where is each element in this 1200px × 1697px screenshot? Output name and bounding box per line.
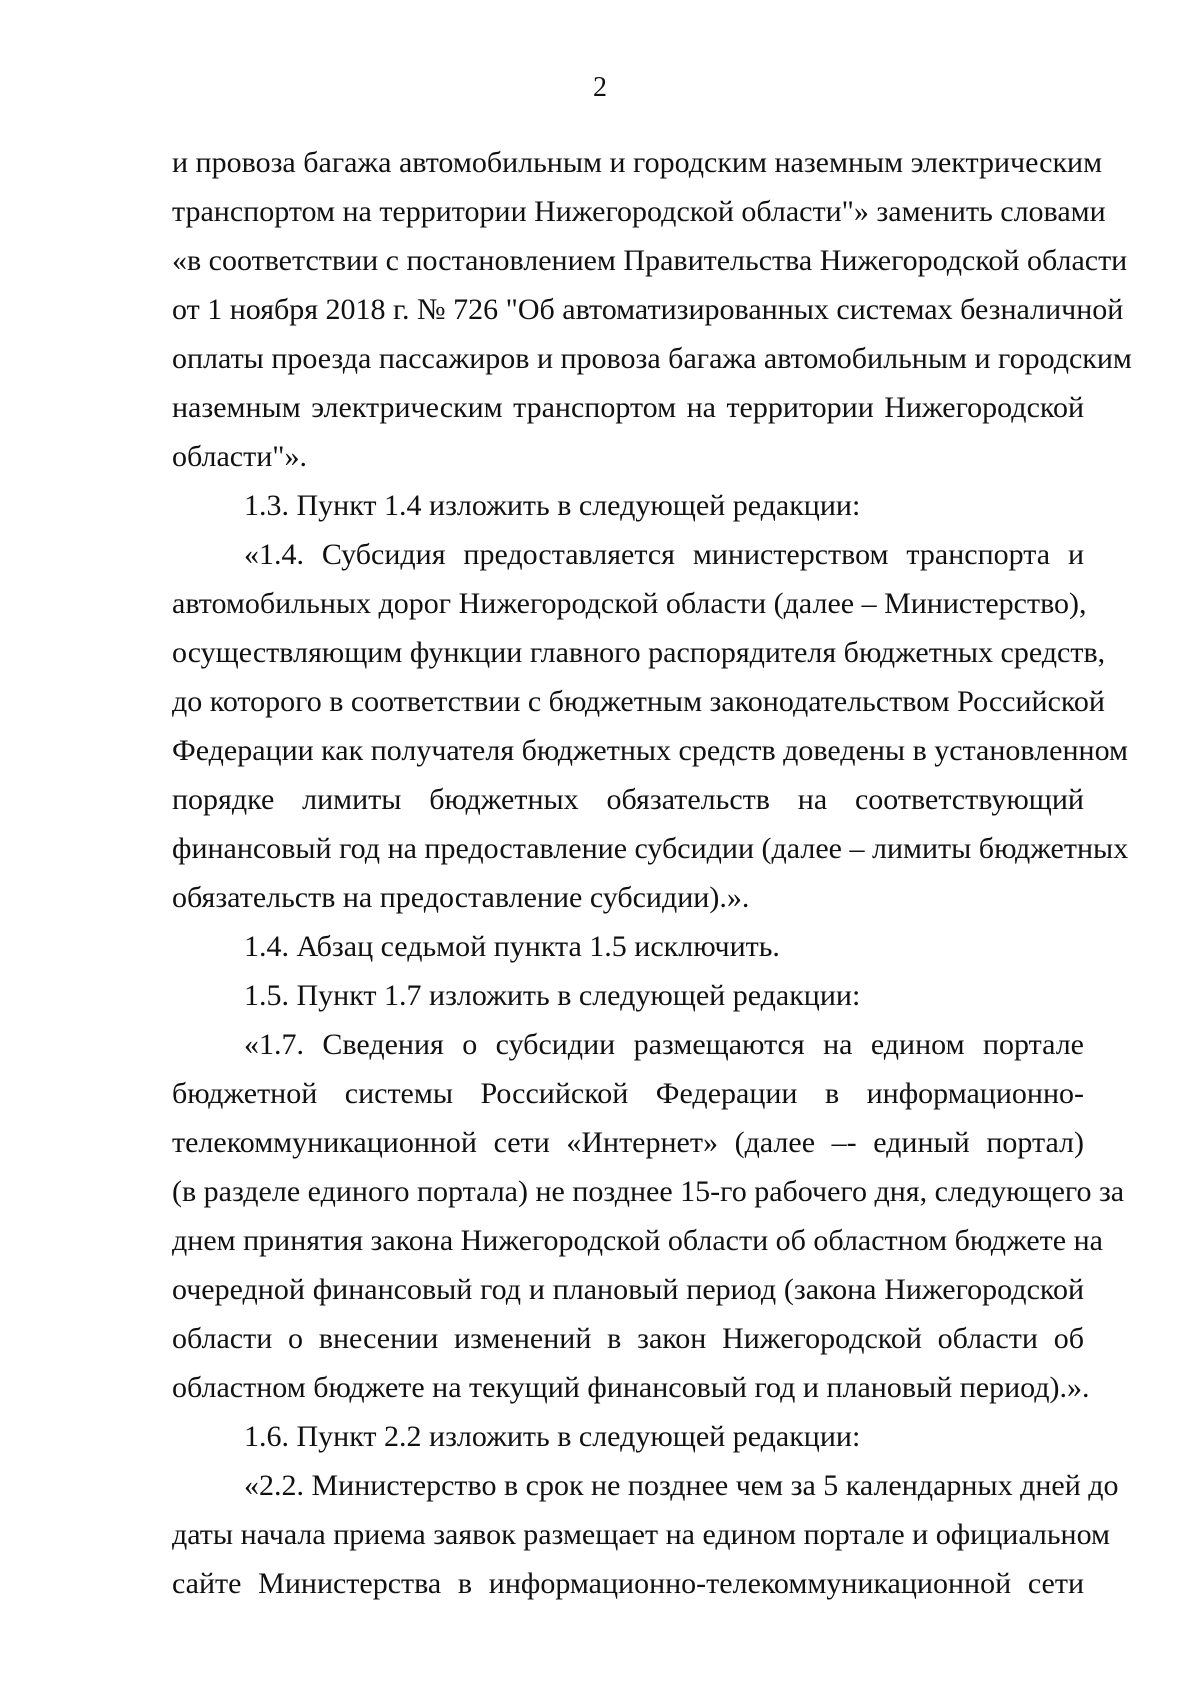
text-line: 1.5. Пункт 1.7 изложить в следующей редакции:	[244, 979, 861, 1012]
text-line: автомобильных дорог Нижегородской области (далее – Министерство),	[172, 587, 1087, 620]
text-line: области"».	[172, 440, 308, 473]
text-line: до которого в соответствии с бюджетным законодательством Российской	[172, 685, 1105, 718]
paragraph	[172, 922, 1084, 971]
text-line: «1.7. Сведения о субсидии размещаются на едином портале	[244, 1028, 1084, 1061]
text-line: (в разделе единого портала) не позднее 15-го рабочего дня, следующего за	[172, 1175, 1125, 1208]
text-line: и провоза багажа автомобильным и городским наземным электрическим	[172, 146, 1103, 179]
text-line: «в соответствии с постановлением Правительства Нижегородской области	[172, 244, 1128, 277]
text-line: наземным электрическим транспортом на территории Нижегородской	[172, 391, 1084, 424]
text-line: порядке лимиты бюджетных обязательств на соответствующий	[172, 783, 1084, 816]
page-number: 2	[593, 72, 607, 103]
text-line: финансовый год на предоставление субсидии (далее – лимиты бюджетных	[172, 832, 1129, 865]
text-line: «1.4. Субсидия предоставляется министерством транспорта и	[244, 538, 1084, 571]
text-line: 1.6. Пункт 2.2 изложить в следующей редакции:	[244, 1420, 861, 1453]
text-line: осуществляющим функции главного распорядителя бюджетных средств,	[172, 636, 1106, 669]
text-line: «2.2. Министерство в срок не позднее чем за 5 календарных дней до	[244, 1469, 1119, 1502]
text-line: от 1 ноября 2018 г. № 726 "Об автоматизированных системах безналичной	[172, 293, 1124, 326]
text-line: Федерации как получателя бюджетных средств доведены в установленном	[172, 734, 1128, 767]
text-line: очередной финансовый год и плановый период (закона Нижегородской	[172, 1273, 1084, 1306]
text-line: телекоммуникационной сети «Интернет» (далее –- единый портал)	[172, 1126, 1084, 1159]
paragraph	[172, 1020, 1125, 1412]
document-body	[172, 138, 1132, 1608]
paragraph	[172, 1461, 1119, 1608]
text-line: области о внесении изменений в закон Нижегородской области об	[172, 1322, 1084, 1355]
paragraph	[172, 530, 1129, 922]
text-line: обязательств на предоставление субсидии).».	[172, 881, 750, 914]
text-line: транспортом на территории Нижегородской области"» заменить словами	[172, 195, 1106, 228]
text-line: 1.4. Абзац седьмой пункта 1.5 исключить.	[244, 930, 780, 963]
text-line: оплаты проезда пассажиров и провоза багажа автомобильным и городским	[172, 342, 1132, 375]
text-line: даты начала приема заявок размещает на едином портале и официальном	[172, 1518, 1111, 1551]
text-line: днем принятия закона Нижегородской области об областном бюджете на	[172, 1224, 1103, 1257]
text-line: сайте Министерства в информационно-телекоммуникационной сети	[172, 1567, 1084, 1600]
paragraph	[172, 138, 1132, 481]
text-line: бюджетной системы Российской Федерации в информационно-	[172, 1077, 1084, 1110]
paragraph	[172, 971, 1084, 1020]
text-line: областном бюджете на текущий финансовый год и плановый период).».	[172, 1371, 1090, 1404]
paragraph	[172, 1412, 1084, 1461]
paragraph	[172, 481, 1084, 530]
text-line: 1.3. Пункт 1.4 изложить в следующей редакции:	[244, 489, 861, 522]
